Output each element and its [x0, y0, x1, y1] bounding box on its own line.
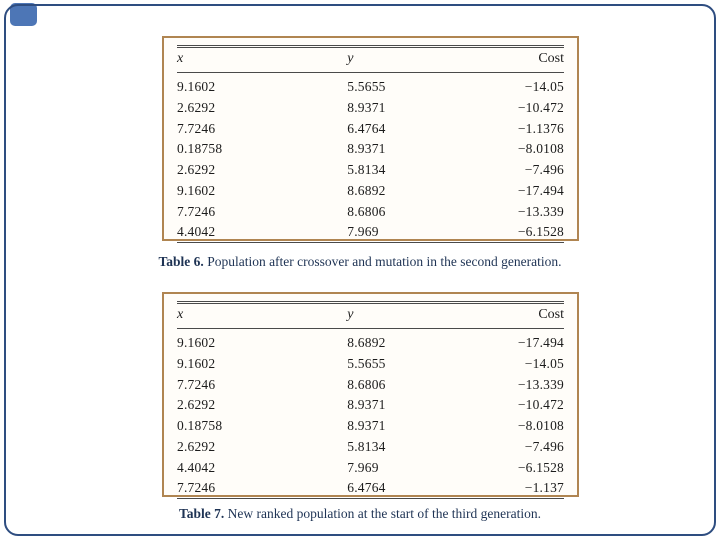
table-cell: 7.969: [347, 459, 379, 475]
table-cell: 9.1602: [177, 355, 216, 371]
table-cell: 7.969: [347, 224, 379, 240]
table7-caption-label: Table 7.: [178, 506, 225, 521]
table-cell: −6.1528: [517, 224, 564, 240]
table-row: [177, 222, 564, 243]
table-cell: −8.0108: [517, 141, 564, 157]
table-cell: 5.5655: [347, 79, 386, 95]
table-cell: 8.9371: [347, 418, 386, 434]
table-cell: −1.137: [524, 480, 564, 496]
table-cell: −17.494: [517, 182, 564, 198]
table7-body: [177, 329, 564, 499]
table-cell: 5.8134: [347, 438, 386, 454]
column-header-cost: Cost: [487, 303, 564, 329]
table-row: [177, 374, 564, 395]
table-header-row: [177, 303, 564, 329]
table-cell: 0.18758: [177, 418, 223, 434]
table-cell: 5.5655: [347, 355, 386, 371]
table-row: [177, 160, 564, 181]
table6-caption-label: Table 6.: [158, 254, 204, 269]
table-row: [177, 180, 564, 201]
table-cell: 6.4764: [347, 480, 386, 496]
table-cell: 0.18758: [177, 141, 223, 157]
table-row: [177, 97, 564, 118]
table-cell: 2.6292: [177, 397, 216, 413]
table-cell: 7.7246: [177, 120, 216, 136]
table-cell: −10.472: [517, 397, 564, 413]
table-cell: 7.7246: [177, 376, 216, 392]
table-cell: −13.339: [517, 376, 564, 392]
table-cell: 9.1602: [177, 182, 216, 198]
table6-body: [177, 73, 564, 243]
column-header-x: x: [177, 303, 347, 329]
table-cell: 2.6292: [177, 99, 216, 115]
column-header-x: x: [177, 47, 347, 73]
table-row: [177, 201, 564, 222]
table-cell: −13.339: [517, 203, 564, 219]
column-header-cost: Cost: [487, 47, 564, 73]
table7: [177, 301, 564, 499]
table7-caption: [0, 506, 720, 522]
table-cell: 8.6806: [347, 376, 386, 392]
table-cell: 8.6892: [347, 182, 386, 198]
table-cell: 8.9371: [347, 397, 386, 413]
table-header-row: [177, 47, 564, 73]
table-cell: 9.1602: [177, 79, 216, 95]
table-cell: −10.472: [517, 99, 564, 115]
table6: [177, 45, 564, 243]
table-cell: 8.9371: [347, 99, 386, 115]
table7-header: [177, 303, 564, 329]
table-cell: −17.494: [517, 335, 564, 351]
table-cell: −7.496: [524, 438, 564, 454]
table6-figure: [162, 36, 579, 241]
table-row: [177, 436, 564, 457]
column-header-y: y: [347, 47, 486, 73]
table-row: [177, 73, 564, 98]
table7-figure: [162, 292, 579, 497]
table-cell: 8.6892: [347, 335, 386, 351]
table-row: [177, 353, 564, 374]
corner-decoration-shape: [10, 3, 37, 26]
table-cell: 2.6292: [177, 162, 216, 178]
table-row: [177, 329, 564, 354]
table-cell: 9.1602: [177, 335, 216, 351]
table-row: [177, 416, 564, 437]
table-cell: 2.6292: [177, 438, 216, 454]
table-cell: −14.05: [524, 355, 564, 371]
table7-caption-text: New ranked population at the start of the third generation.: [224, 506, 542, 521]
table-row: [177, 478, 564, 499]
table-cell: 4.4042: [177, 459, 216, 475]
table6-header: [177, 47, 564, 73]
table-cell: −7.496: [524, 162, 564, 178]
table-cell: −14.05: [524, 79, 564, 95]
table-row: [177, 395, 564, 416]
table-cell: 7.7246: [177, 203, 216, 219]
table-cell: 4.4042: [177, 224, 216, 240]
table6-caption-text: Population after crossover and mutation in the second generation.: [203, 254, 562, 269]
table-cell: 6.4764: [347, 120, 386, 136]
table-cell: −1.1376: [517, 120, 564, 136]
table6-caption: [0, 254, 720, 270]
table-cell: −8.0108: [517, 418, 564, 434]
table-cell: 5.8134: [347, 162, 386, 178]
table-cell: −6.1528: [517, 459, 564, 475]
table-row: [177, 457, 564, 478]
table-row: [177, 139, 564, 160]
table-cell: 7.7246: [177, 480, 216, 496]
table-cell: 8.6806: [347, 203, 386, 219]
table-row: [177, 118, 564, 139]
column-header-y: y: [347, 303, 486, 329]
table-cell: 8.9371: [347, 141, 386, 157]
